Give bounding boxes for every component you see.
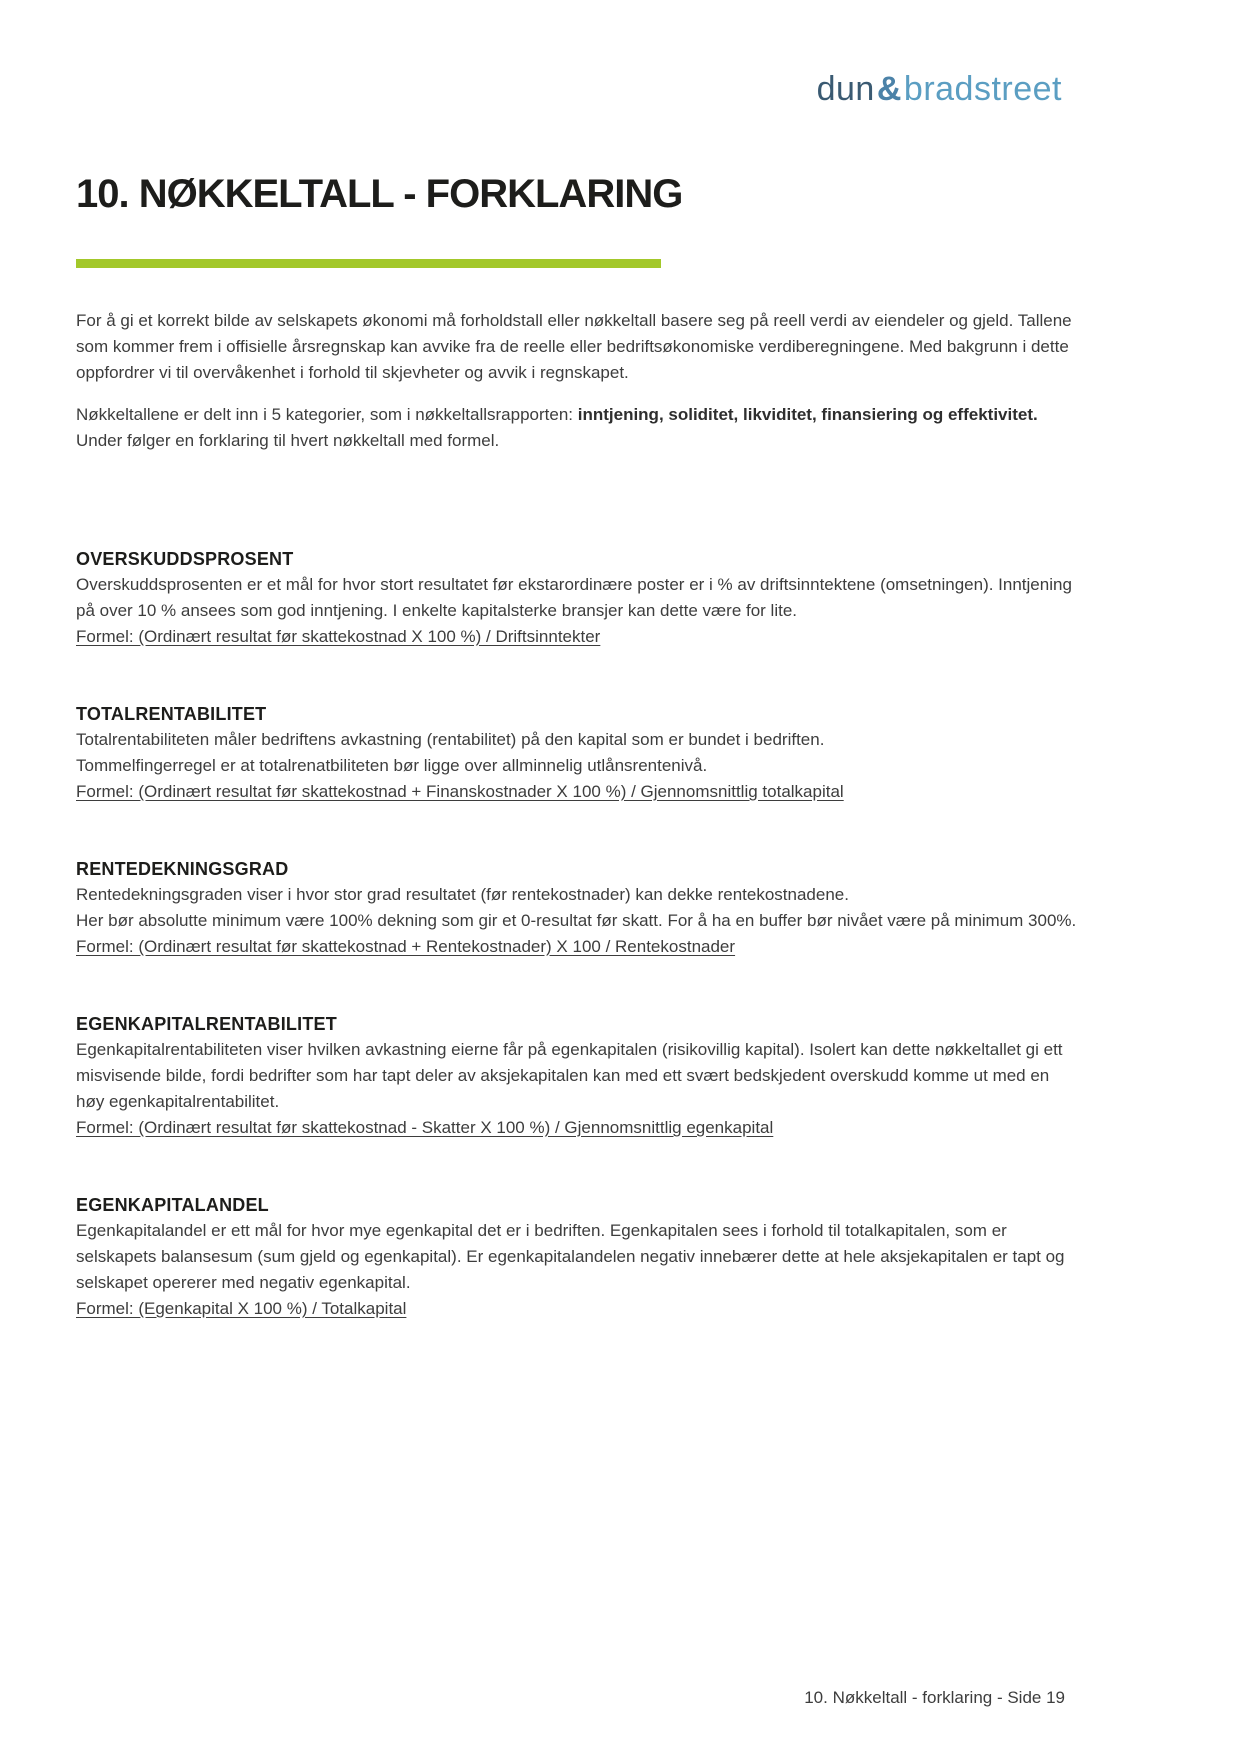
kpi-body-line: Egenkapitalandel er ett mål for hvor mye egenkapital det er i bedriften. Egenkapitalen sees i forhold til totalkapitalen, som er selskapets balansesum (sum gjeld og egenkapital). Er egenkapitalandelen negativ innebærer dette at hele aksjekapitalen er tapt og selskapet opererer med negativ egenkapital. xyxy=(76,1221,1065,1292)
title-accent-rule xyxy=(76,259,661,268)
kpi-body xyxy=(76,1037,1081,1115)
kpi-section xyxy=(76,1013,1081,1141)
kpi-heading: EGENKAPITALANDEL xyxy=(76,1195,269,1215)
kpi-formula: Formel: (Ordinært resultat før skattekostnad - Skatter X 100 %) / Gjennomsnittlig egenkapital xyxy=(76,1118,774,1137)
kpi-body-line: Egenkapitalrentabiliteten viser hvilken avkastning eierne får på egenkapitalen (risikovillig kapital). Isolert kan dette nøkkeltallet gi ett misvisende bilde, fordi bedrifter som har tapt deler av aksjekapitalen kan med ett svært bedskjedent overskudd komme ut med en høy egenkapitalrentabilitet. xyxy=(76,1040,1063,1111)
kpi-body xyxy=(76,572,1081,624)
kpi-body xyxy=(76,882,1081,934)
kpi-section xyxy=(76,703,1081,805)
kpi-heading: EGENKAPITALRENTABILITET xyxy=(76,1014,337,1034)
intro-p2-bold-categories: inntjening, soliditet, likviditet, finansiering og effektivitet. xyxy=(577,405,1038,424)
page-title: 10. NØKKELTALL - FORKLARING xyxy=(76,172,683,216)
kpi-body xyxy=(76,727,1081,779)
intro-p2-suffix: Under følger en forklaring til hvert nøkkeltall med formel. xyxy=(76,431,500,450)
kpi-body-line: Rentedekningsgraden viser i hvor stor grad resultatet (før rentekostnader) kan dekke rentekostnadene. xyxy=(76,885,849,904)
logo-bradstreet-text: bradstreet xyxy=(903,70,1062,108)
kpi-section xyxy=(76,1194,1081,1322)
kpi-body-line: Totalrentabiliteten måler bedriftens avkastning (rentabilitet) på den kapital som er bundet i bedriften. xyxy=(76,730,825,749)
kpi-section xyxy=(76,858,1081,960)
kpi-formula: Formel: (Ordinært resultat før skattekostnad + Finanskostnader X 100 %) / Gjennomsnittlig totalkapital xyxy=(76,782,844,801)
kpi-body-line: Overskuddsprosenten er et mål for hvor stort resultatet før ekstarordinære poster er i % av driftsinntektene (omsetningen). Inntjening på over 10 % ansees som god inntjening. I enkelte kapitalsterke bransjer kan dette være for lite. xyxy=(76,575,1072,620)
kpi-heading: RENTEDEKNINGSGRAD xyxy=(76,859,289,879)
intro-p2-prefix: Nøkkeltallene er delt inn i 5 kategorier, som i nøkkeltallsrapporten: xyxy=(76,405,578,424)
kpi-formula: Formel: (Ordinært resultat før skattekostnad X 100 %) / Driftsinntekter xyxy=(76,627,601,646)
kpi-section xyxy=(76,548,1081,650)
kpi-formula: Formel: (Ordinært resultat før skattekostnad + Rentekostnader) X 100 / Rentekostnader xyxy=(76,937,736,956)
dnb-logo xyxy=(817,70,1062,109)
kpi-heading: OVERSKUDDSPROSENT xyxy=(76,549,294,569)
kpi-sections-list xyxy=(76,548,1081,1322)
intro-paragraph-1: For å gi et korrekt bilde av selskapets økonomi må forholdstall eller nøkkeltall basere seg på reell verdi av eiendeler og gjeld. Tallene som kommer frem i offisielle årsregnskap kan avvike fra de reelle eller bedriftsøkonomiske verdiberegningene. Med bakgrunn i dette oppfordrer vi til overvåkenhet i forhold til skjevheter og avvik i regnskapet. xyxy=(76,311,1072,382)
kpi-body-line: Her bør absolutte minimum være 100% dekning som gir et 0-resultat før skatt. For å ha en buffer bør nivået være på minimum 300%. xyxy=(76,911,1077,930)
intro-paragraph-2 xyxy=(76,402,1081,454)
page-footer: 10. Nøkkeltall - forklaring - Side 19 xyxy=(804,1688,1065,1707)
kpi-body xyxy=(76,1218,1081,1296)
kpi-formula: Formel: (Egenkapital X 100 %) / Totalkapital xyxy=(76,1299,407,1318)
kpi-body-line: Tommelfingerregel er at totalrenatbiliteten bør ligge over allminnelig utlånsrentenivå. xyxy=(76,756,708,775)
logo-dun-text: dun xyxy=(816,70,875,108)
kpi-heading: TOTALRENTABILITET xyxy=(76,704,267,724)
logo-ampersand-icon: & xyxy=(876,70,902,108)
